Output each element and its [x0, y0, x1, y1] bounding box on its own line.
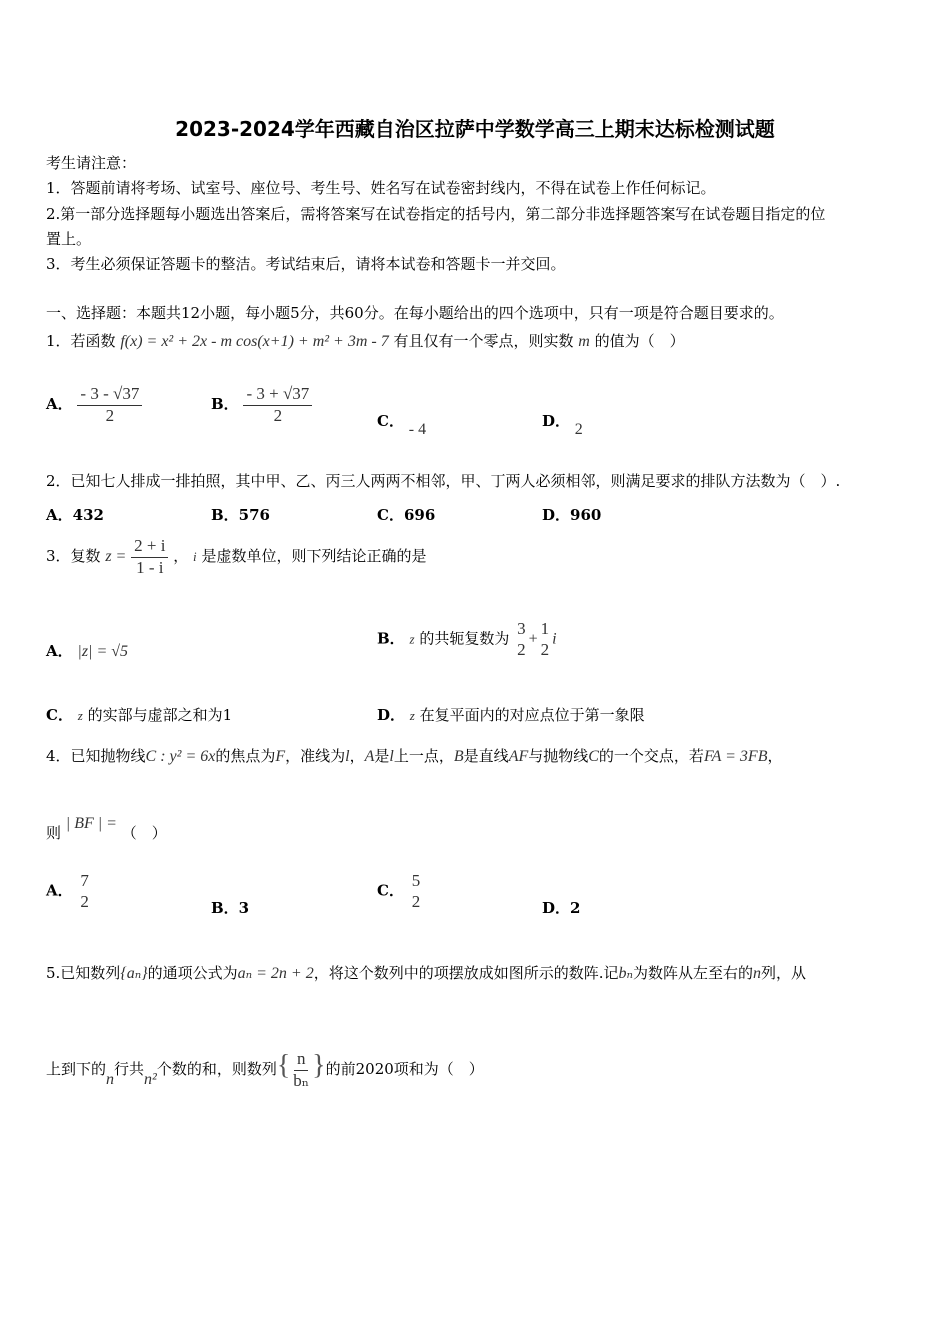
- q4-F: F: [275, 748, 286, 765]
- notice-item-2-cont: 置上。: [46, 230, 92, 248]
- q5-text: 列，从: [760, 964, 806, 982]
- q4-option-b[interactable]: B．3: [211, 899, 250, 917]
- notice-item-3: 3．考生必须保证答题卡的整洁。考试结束后，请将本试卷和答题卡一并交回。: [46, 255, 566, 273]
- q5-n: n: [752, 965, 761, 982]
- denominator: 1 - i: [136, 557, 164, 577]
- q2-option-a[interactable]: A．432: [46, 506, 104, 524]
- denominator: 2: [80, 891, 89, 911]
- q4-bf: | BF | =: [65, 815, 117, 832]
- numerator: 3: [517, 619, 526, 638]
- q4-option-d[interactable]: D．2: [542, 899, 581, 917]
- q5-text: 上到下的: [46, 1060, 107, 1079]
- q3-i: i: [193, 549, 197, 565]
- numerator: - 3 - √37: [77, 385, 142, 406]
- q1-option-a[interactable]: [46, 385, 142, 425]
- denominator: 2: [411, 891, 421, 911]
- q4-C: C: [588, 748, 599, 765]
- option-label: D．: [377, 706, 406, 724]
- fraction: [77, 385, 142, 425]
- q4-text: 4．已知抛物线: [46, 747, 146, 765]
- brace-left: {: [276, 1050, 291, 1082]
- numerator: 1: [540, 619, 550, 638]
- notice-item-2: 2.第一部分选择题每小题选出答案后，需将答案写在试卷指定的括号内，第二部分非选择题答案写在试卷题目指定的位: [46, 205, 826, 223]
- brace-right: }: [312, 1050, 326, 1082]
- q5-text: 个数的和，则数列: [156, 1060, 277, 1079]
- q2-option-c[interactable]: C．696: [377, 506, 436, 524]
- option-label: B．: [211, 395, 239, 414]
- q3-option-c[interactable]: [46, 704, 232, 725]
- numerator: n: [294, 1050, 309, 1071]
- q5-n: n: [106, 1071, 115, 1089]
- fraction: [514, 620, 529, 659]
- q1-end: 的值为（ ）: [594, 332, 685, 350]
- question-1: [46, 330, 685, 351]
- page-title: 2023-2024学年西藏自治区拉萨中学数学高三上期末达标检测试题: [175, 117, 775, 141]
- option-value: |z| = √5: [77, 643, 129, 660]
- question-4-cont: [46, 815, 167, 843]
- option-label: B．: [377, 629, 405, 648]
- section-heading: 一、选择题：本题共12小题，每小题5分，共60分。在每小题给出的四个选项中，只有一项是符合题目要求的。: [46, 304, 784, 322]
- q5-text: 5.已知数列: [46, 964, 121, 982]
- q4-text: 与抛物线: [528, 747, 589, 765]
- q3-prefix: 3．复数: [46, 547, 101, 566]
- numerator: - 3 + √37: [243, 385, 312, 406]
- q4-text: 是: [374, 747, 390, 765]
- q2-option-d[interactable]: D．960: [542, 506, 602, 524]
- q4-option-a[interactable]: [46, 872, 92, 911]
- denominator: bₙ: [293, 1070, 310, 1090]
- q1-option-d[interactable]: [542, 410, 583, 438]
- fraction: [243, 385, 312, 425]
- q4-condition: FA = 3FB: [703, 748, 768, 765]
- q1-option-b[interactable]: [211, 385, 312, 425]
- question-2: 2．已知七人排成一排拍照，其中甲、乙、丙三人两两不相邻，甲、丁两人必须相邻，则满足要求的排队方法数为（ ）.: [46, 472, 841, 490]
- denominator: 2: [105, 405, 115, 425]
- q4-A: A: [364, 748, 375, 765]
- numerator: 2 + i: [131, 537, 168, 558]
- q4-option-c[interactable]: [377, 872, 423, 911]
- option-z: z: [77, 708, 83, 723]
- plus: +: [528, 630, 538, 648]
- q5-seq: {aₙ}: [120, 965, 148, 982]
- question-5-cont: [46, 1050, 484, 1090]
- option-label: A．: [46, 642, 73, 660]
- q4-text: 则: [46, 824, 62, 842]
- option-label: D．: [542, 412, 571, 430]
- q4-B: B: [453, 748, 464, 765]
- numerator: 7: [80, 871, 89, 890]
- question-3: [46, 537, 426, 577]
- q4-AF: AF: [508, 748, 529, 765]
- option-text: 在复平面内的对应点位于第一象限: [419, 706, 645, 724]
- option-text: 的实部与虚部之和为1: [87, 706, 233, 724]
- q1-suffix: 有且仅有一个零点，则实数: [393, 332, 574, 350]
- q3-z: z =: [105, 548, 127, 566]
- option-label: A．: [46, 395, 73, 414]
- denominator: 2: [517, 639, 526, 659]
- fraction: [77, 872, 92, 911]
- numerator: 5: [411, 871, 421, 890]
- q3-suffix: 是虚数单位，则下列结论正确的是: [201, 547, 427, 566]
- q4-text: 是直线: [463, 747, 509, 765]
- q1-var: m: [578, 333, 590, 350]
- option-text: 的共轭复数为: [419, 629, 510, 648]
- notice-heading: 考生请注意：: [46, 154, 137, 172]
- imag-unit: i: [552, 630, 557, 648]
- q5-text: ，将这个数列中的项摆放成如图所示的数阵.记: [313, 964, 619, 982]
- question-4: [46, 745, 783, 766]
- option-value: - 4: [408, 421, 427, 438]
- option-z: z: [409, 708, 415, 723]
- q5-text: 的通项公式为: [147, 964, 238, 982]
- q5-text: 为数阵从左至右的: [632, 964, 753, 982]
- q5-n-squared: n²: [144, 1071, 157, 1089]
- q4-text: ，: [349, 747, 365, 765]
- q3-comma: ，: [173, 547, 189, 566]
- notice-item-1: 1．答题前请将考场、试室号、座位号、考生号、姓名写在试卷密封线内，不得在试卷上作任何标记。: [46, 179, 716, 197]
- q5-bn: bₙ: [618, 965, 633, 982]
- q1-option-c[interactable]: [377, 410, 427, 438]
- q5-text: 的前2020项和为（ ）: [325, 1060, 484, 1079]
- q4-text: ，准线为: [285, 747, 346, 765]
- q5-formula: aₙ = 2n + 2: [237, 965, 314, 982]
- option-label: C．: [377, 412, 404, 430]
- q4-text: 的一个交点，若: [598, 747, 704, 765]
- q3-option-d[interactable]: [377, 704, 645, 725]
- option-label: A．: [46, 881, 73, 900]
- question-5: [46, 962, 806, 983]
- fraction: [409, 872, 424, 911]
- denominator: 2: [540, 639, 550, 659]
- q1-prefix: 1．若函数: [46, 332, 116, 350]
- q4-text: 上一点，: [393, 747, 454, 765]
- q4-text: ，: [767, 747, 783, 765]
- q4-curve: C : y² = 6x: [145, 748, 216, 765]
- q3-option-b[interactable]: [377, 620, 557, 659]
- q2-option-b[interactable]: B．576: [211, 506, 270, 524]
- q4-text: 的焦点为: [215, 747, 276, 765]
- q4-l: l: [345, 748, 350, 765]
- fraction: [290, 1050, 312, 1090]
- q3-option-a[interactable]: [46, 640, 128, 661]
- q4-paren: （ ）: [121, 824, 167, 842]
- option-value: 2: [574, 421, 583, 438]
- denominator: 2: [273, 405, 283, 425]
- option-label: C．: [377, 881, 404, 900]
- q5-text: 行共: [114, 1060, 145, 1079]
- option-z: z: [409, 631, 415, 647]
- option-label: C．: [46, 706, 73, 724]
- q4-l: l: [389, 748, 394, 765]
- q1-formula: f(x) = x² + 2x - m cos(x+1) + m² + 3m - 7: [120, 333, 389, 350]
- fraction: [131, 537, 168, 577]
- fraction: [538, 620, 553, 659]
